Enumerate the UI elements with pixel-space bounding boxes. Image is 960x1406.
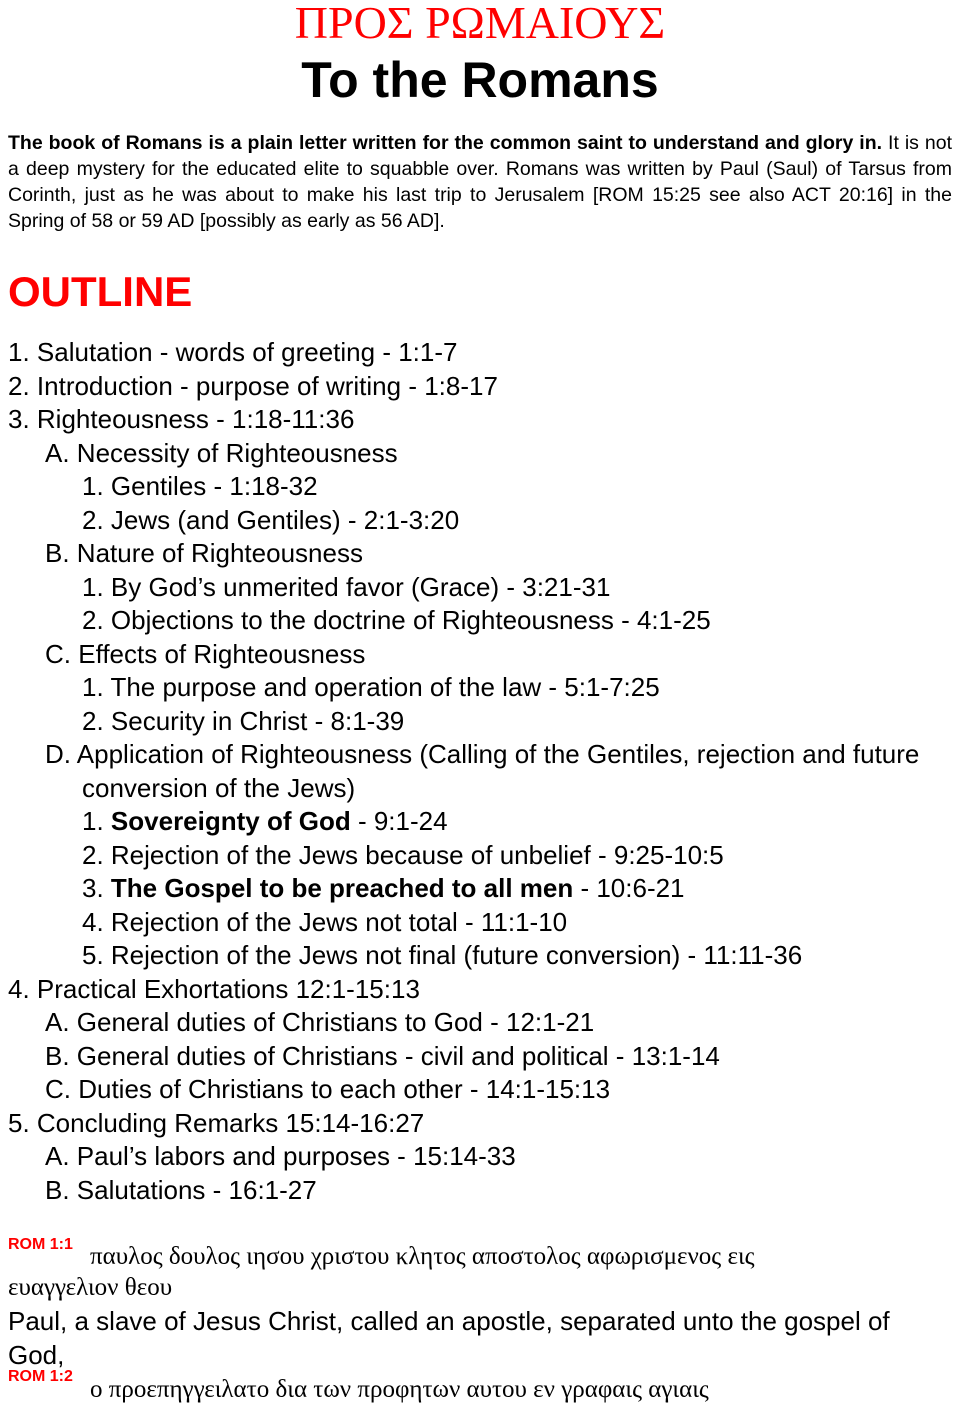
greek-verse-2-line-1: ο προεπηγγειλατο δια των προφητων αυτου εν γραφαις αγιαις [90, 1376, 709, 1403]
outline-item: C. Duties of Christians to each other - 14:1-15:13 [45, 1074, 611, 1104]
outline-item: 4. Practical Exhortations 12:1-15:13 [8, 973, 420, 1004]
outline-item-prefix: 3. [82, 873, 111, 903]
outline-item: 1. Gentiles - 1:18-32 [82, 471, 318, 501]
outline-item: B. General duties of Christians - civil and political - 13:1-14 [45, 1040, 720, 1071]
outline-item: 2. Jews (and Gentiles) - 2:1-3:20 [82, 504, 460, 535]
outline-item-suffix: - 9:1-24 [350, 806, 448, 836]
outline-item: 2. Objections to the doctrine of Righteousness - 4:1-25 [82, 605, 711, 635]
outline-item: 2. Introduction - purpose of writing - 1:8-17 [8, 370, 498, 401]
outline-item [8, 872, 952, 906]
outline-item: 1. The purpose and operation of the law - 5:1-7:25 [82, 672, 660, 702]
outline-item [8, 805, 952, 839]
intro-bold-text: The book of Romans is a plain letter written for the common saint to understand and glory in. [8, 132, 883, 154]
outline-item: 1. Salutation - words of greeting - 1:1-7 [8, 337, 458, 367]
outline-item: 4. Rejection of the Jews not total - 11:1-10 [82, 906, 568, 937]
outline-item: A. General duties of Christians to God - 12:1-21 [45, 1007, 595, 1037]
outline-item: 3. Righteousness - 1:18-11:36 [8, 404, 355, 434]
outline-item: B. Salutations - 16:1-27 [45, 1174, 317, 1205]
outline-item-prefix: 1. [82, 806, 111, 836]
outline-item: D. Application of Righteousness (Calling of the Gentiles, rejection and future conversion of the Jews) [45, 739, 920, 803]
outline-item: 5. Rejection of the Jews not final (future conversion) - 11:11-36 [82, 940, 803, 970]
greek-verse-1-line-1: παυλος δουλος ιησου χριστου κλητος αποστολος αφωρισμενος εις [90, 1243, 755, 1270]
verse-ref-rom-1-1: ROM 1:1 [8, 1236, 73, 1253]
outline-item: 5. Concluding Remarks 15:14-16:27 [8, 1107, 425, 1138]
intro-paragraph [8, 130, 952, 234]
outline-item: A. Necessity of Righteousness [45, 437, 398, 468]
english-verse-1: Paul, a slave of Jesus Christ, called an apostle, separated unto the gospel of God, [8, 1306, 890, 1370]
outline-item-bold: Sovereignty of God [110, 806, 351, 836]
greek-verse-1-line-2: ευαγγελιον θεου [8, 1274, 173, 1301]
outline-item-bold: The Gospel to be preached to all men [110, 873, 574, 903]
outline-item: 2. Security in Christ - 8:1-39 [82, 705, 405, 736]
outline-item: C. Effects of Righteousness [45, 638, 366, 669]
outline-item: B. Nature of Righteousness [45, 538, 363, 568]
verse-ref-rom-1-2: ROM 1:2 [8, 1368, 73, 1385]
intro-text: It is not a deep mystery for the educated elite to squabble over. Romans was written by Paul (Saul) of Tarsus from Corinth, just as he was about to make his last trip to Jerusalem [ROM 15:25 see also ACT 20:16] in the Spring of 58 or 59 AD [possibly as early as 56 AD]. [8, 132, 952, 232]
outline-item: A. Paul’s labors and purposes - 15:14-33 [45, 1141, 516, 1171]
outline-list [8, 336, 952, 1207]
outline-item-suffix: - 10:6-21 [573, 873, 685, 903]
greek-title: ΠΡΟΣ ΡΩΜΑΙΟΥΣ [294, 0, 666, 48]
outline-heading: OUTLINE [8, 268, 193, 315]
outline-item: 1. By God’s unmerited favor (Grace) - 3:21-31 [82, 571, 611, 602]
outline-item: 2. Rejection of the Jews because of unbelief - 9:25-10:5 [82, 839, 724, 870]
english-title: To the Romans [301, 52, 659, 108]
